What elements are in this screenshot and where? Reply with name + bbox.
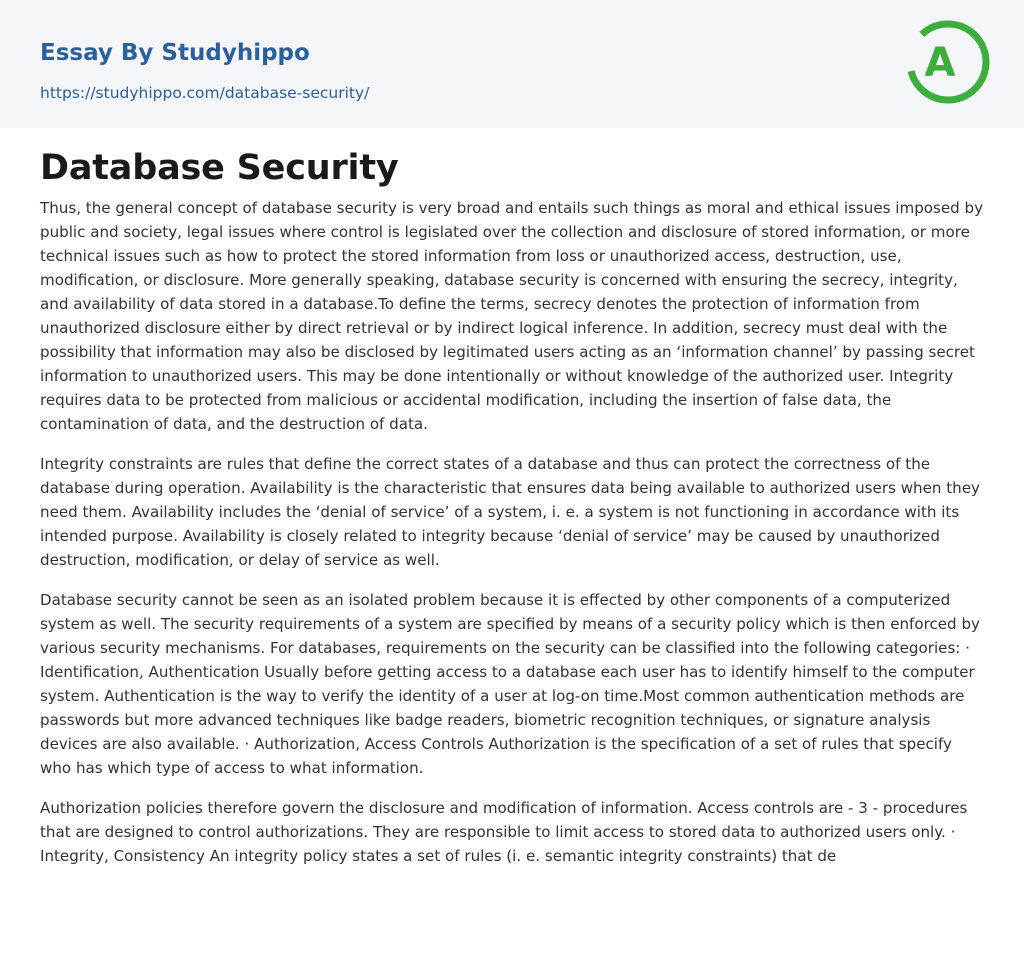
source-url-link[interactable]: https://studyhippo.com/database-security/ — [40, 84, 370, 102]
paragraph: Thus, the general concept of database security is very broad and entails such things as moral and ethical issues imposed by public and society, legal issues where control is legislated over the collection and disclosure of stored information, or more technical issues such as how to protect the stored information from loss or unauthorized access, destruction, use, modification, or disclosure. More generally speaking, database security is concerned with ensuring the secrecy, integrity, and availability of data stored in a database.To define the terms, secrecy denotes the protection of information from unauthorized disclosure either by direct retrieval or by indirect logical inference. In addition, secrecy must deal with the possibility that information may also be disclosed by legitimated users acting as an ‘information channel’ by passing secret information to unauthorized users. This may be done intentionally or without knowledge of the authorized user. Integrity requires data to be protected from malicious or accidental modification, including the insertion of false data, the contamination of data, and the destruction of data. — [40, 199, 984, 433]
paragraph: Integrity constraints are rules that define the correct states of a database and thus can protect the correctness of the database during operation. Availability is the characteristic that ensures data being available to authorized users when they need them. Availability includes the ‘denial of service’ of a system, i. e. a system is not functioning in accordance with its intended purpose. Availability is closely related to integrity because ‘denial of service’ may be caused by unauthorized destruction, modification, or delay of service as well. — [40, 455, 980, 569]
paragraph: Database security cannot be seen as an isolated problem because it is effected by other components of a computerized system as well. The security requirements of a system are specified by means of a security policy which is then enforced by various security mechanisms. For databases, requirements on the security can be classified into the following categories: · Identification, Authentication Usually before getting access to a database each user has to identify himself to the computer system. Authentication is the way to verify the identity of a user at log-on time.Most common authentication methods are passwords but more advanced techniques like badge readers, biometric recognition techniques, or signature analysis devices are also available. · Authorization, Access Controls Authorization is the specification of a set of rules that specify who has which type of access to what information. — [40, 591, 980, 777]
logo-letter: A — [924, 40, 956, 86]
studyhippo-logo-icon[interactable] — [904, 18, 990, 106]
page-title: Database Security — [40, 148, 399, 188]
site-header — [0, 0, 1024, 128]
article — [40, 146, 985, 884]
brand-title[interactable]: Essay By Studyhippo — [40, 40, 310, 66]
paragraph: Authorization policies therefore govern the disclosure and modification of information. Access controls are - 3 - procedures that are designed to control authorizations. They are responsible to limit access to stored data to authorized users only. · Integrity, Consistency An integrity policy states a set of rules (i. e. semantic integrity constraints) that de — [40, 799, 968, 865]
